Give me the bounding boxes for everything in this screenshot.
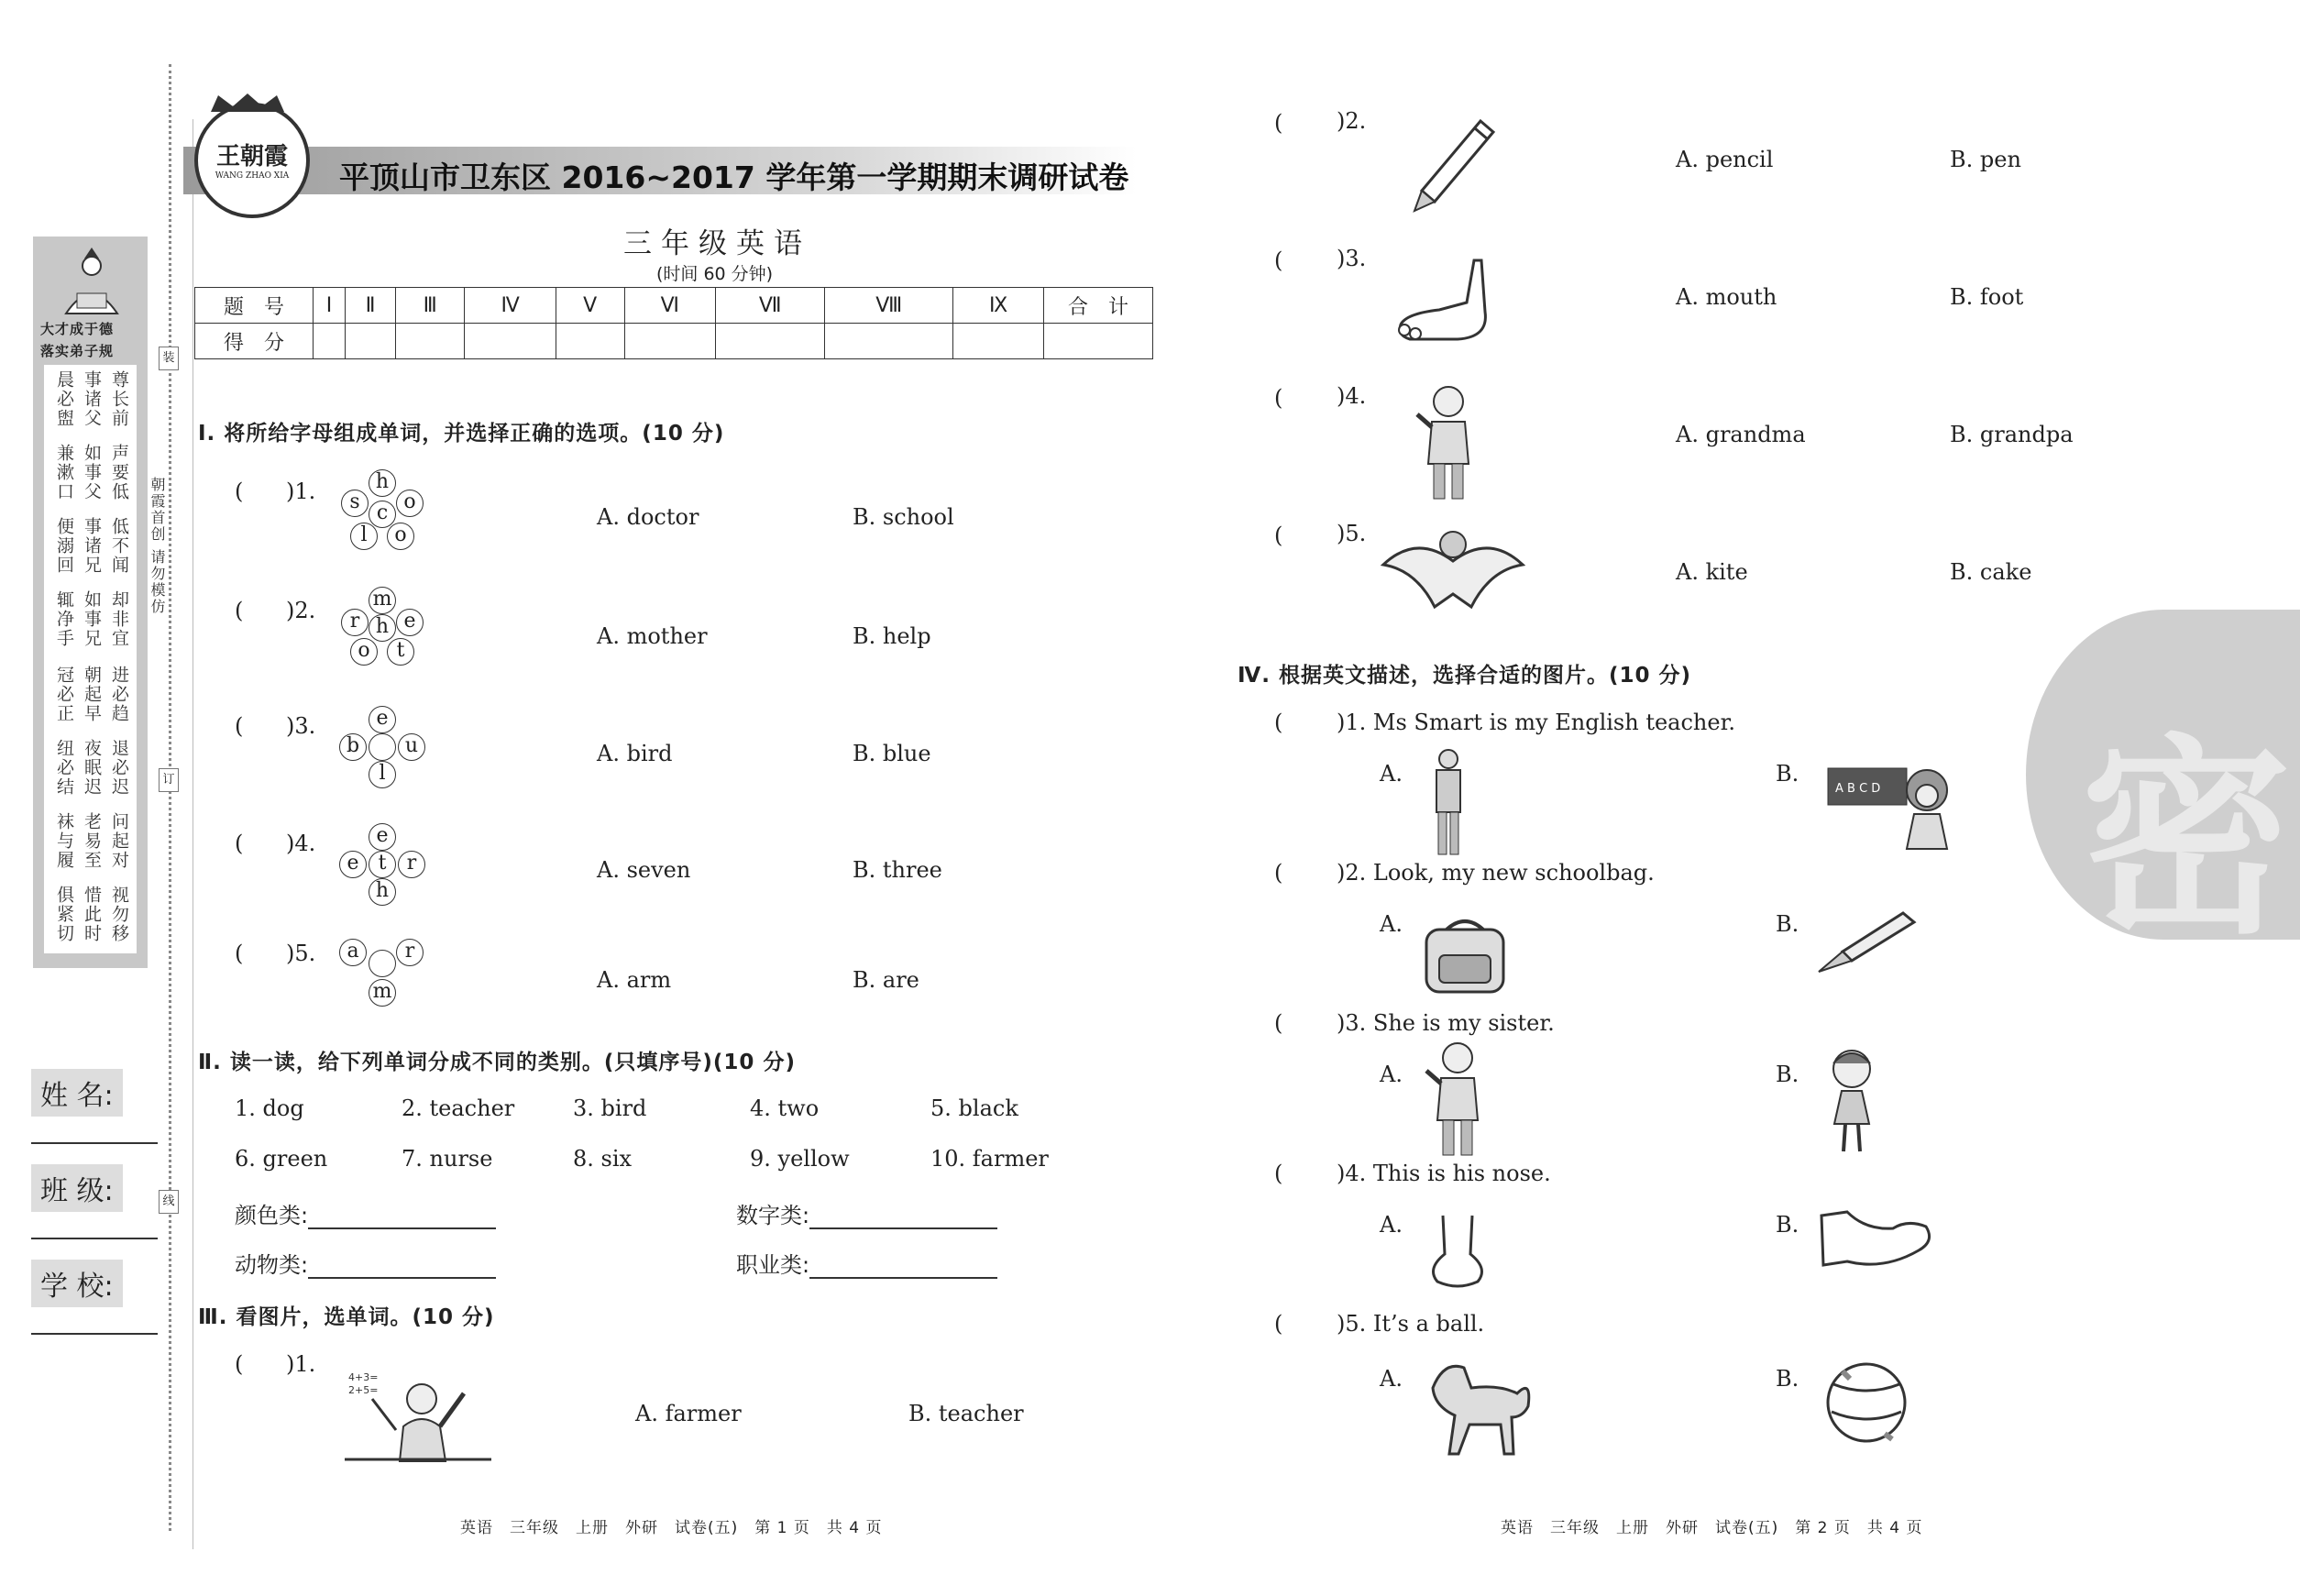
question-text: )4. This is his nose. [1337,1161,1551,1186]
word-item: 7. nurse [402,1146,493,1172]
brand-logo [194,103,310,218]
exam-duration: (时间 60 分钟) [656,264,774,284]
word-item: 9. yellow [750,1146,850,1172]
english-teacher-picture [1826,763,1960,851]
answer-paren[interactable]: ( [1274,710,1326,735]
grandpa-picture [1421,1038,1494,1161]
motto-column: 视勿移 [109,886,129,943]
category-label: 动物类: [235,1252,309,1278]
class-field[interactable] [31,1238,158,1239]
question-number: )4. [1337,383,1367,409]
teacher-picture [345,1366,491,1463]
word-item: 3. bird [573,1095,647,1121]
letter-circle: c [369,501,396,528]
letter-circle: m [369,979,396,1007]
letter-flower-4 [337,821,438,913]
ball-picture [1824,1360,1909,1445]
footer-right: 英语 三年级 上册 外研 试卷(五) 第 2 页 共 4 页 [1501,1519,1923,1537]
answer-line[interactable] [809,1257,997,1279]
option-a[interactable]: A. [1380,1062,1403,1087]
score-header-cell: Ⅱ [345,288,395,324]
answer-paren[interactable]: ( [1274,248,1326,273]
name-field[interactable] [31,1142,158,1144]
grandpa-picture [1412,381,1485,504]
word-item: 5. black [930,1095,1018,1121]
motto-column: 俱紧切 [54,886,74,943]
school-label: 学 校: [31,1260,123,1307]
motto-column: 事诸兄 [82,517,102,575]
option-b[interactable]: B. [1776,1212,1799,1238]
exam-title: 平顶山市卫东区 2016~2017 学年第一学期期末调研试卷 [339,160,1129,195]
score-cell[interactable] [465,324,556,359]
word-item: 2. teacher [402,1095,515,1121]
answer-line[interactable] [308,1257,496,1279]
motto-column: 如事兄 [82,590,102,648]
letter-circle: h [369,469,396,497]
option-a[interactable]: A. mouth [1676,284,1777,310]
pen-picture [1815,908,1918,974]
option-a[interactable]: A. farmer [635,1401,742,1426]
section-4-heading: Ⅳ. 根据英文描述，选择合适的图片。(10 分) [1238,664,1692,688]
score-header-cell: Ⅰ [314,288,346,324]
score-cell[interactable] [953,324,1044,359]
name-label: 姓 名: [31,1069,123,1117]
score-header-cell: Ⅶ [715,288,825,324]
letter-circle [369,950,396,977]
option-b[interactable]: B. [1776,911,1799,937]
logo-subtext: WANG ZHAO XIA [215,171,290,181]
motto-line-2: 落实弟子规 [40,343,115,359]
word-item: 8. six [573,1146,633,1172]
score-cell[interactable] [345,324,395,359]
score-header-cell: Ⅷ [825,288,953,324]
score-header-row [195,288,1153,324]
copyright-note: 朝霞首创 请勿模仿 [149,477,166,616]
motto-column: 便溺回 [54,517,74,575]
option-b[interactable]: B. teacher [908,1401,1024,1426]
score-cell[interactable] [556,324,624,359]
word-item: 10. farmer [930,1146,1049,1172]
score-cell[interactable] [1044,324,1153,359]
category-color [235,1197,496,1229]
option-b[interactable]: B. pen [1950,147,2021,172]
option-a[interactable]: A. arm [597,967,672,993]
motto-column: 辄净手 [54,590,74,648]
footer-left: 英语 三年级 上册 外研 试卷(五) 第 1 页 共 4 页 [460,1519,883,1537]
subject-title: 三年级英语 [623,227,811,260]
score-entry-row [195,324,1153,359]
letter-circle: r [341,609,369,636]
pencil-picture [1407,116,1499,216]
motto-column: 尊长前 [109,370,129,428]
score-cell[interactable] [624,324,715,359]
motto-column: 如事父 [82,444,102,501]
arm-picture [1820,1206,1937,1276]
motto-column: 朝起早 [82,666,102,723]
score-header-cell: Ⅵ [624,288,715,324]
blackboard-text: A B C D [1835,782,1881,796]
option-a[interactable]: A. seven [597,857,691,883]
question-number: )5. [286,941,316,966]
motto-column: 问起对 [109,812,129,870]
answer-paren[interactable]: ( [1274,1311,1326,1337]
answer-paren[interactable]: ( [1274,1010,1326,1036]
score-table [194,287,1153,359]
letter-circle: h [369,878,396,906]
question-number: )3. [286,713,316,739]
option-a[interactable]: A. [1380,761,1403,787]
option-b[interactable]: B. foot [1950,284,2024,310]
category-label: 颜色类: [235,1203,309,1228]
option-a[interactable]: A. pencil [1676,147,1774,172]
option-b[interactable]: B. [1776,761,1799,787]
answer-paren[interactable]: ( [235,831,286,856]
word-item: 6. green [235,1146,328,1172]
answer-paren[interactable]: ( [1274,385,1326,411]
option-b[interactable]: B. grandpa [1950,422,2074,447]
option-b[interactable]: B. three [853,857,942,883]
answer-paren[interactable]: ( [235,941,286,966]
letter-circle: m [369,587,396,614]
fold-dotted-line [169,64,171,1531]
answer-paren[interactable]: ( [1274,860,1326,886]
svg-text:2+5=: 2+5= [348,1384,379,1396]
option-a[interactable]: A. doctor [597,504,699,530]
question-text: )3. She is my sister. [1337,1010,1555,1036]
letter-flower-5 [337,935,438,1027]
score-header-cell: Ⅳ [465,288,556,324]
section-3-heading: Ⅲ. 看图片，选单词。(10 分) [198,1305,495,1329]
confidential-seal-char: 密 [2081,718,2293,963]
fold-mark-1: 装 [159,347,179,370]
category-label: 数字类: [736,1203,810,1228]
motto-line-1: 大才成于德 [40,321,115,337]
option-a[interactable]: A. [1380,1366,1403,1392]
option-b[interactable]: B. are [853,967,919,993]
letter-circle: e [396,609,424,636]
category-animal [235,1247,496,1279]
letter-circle: o [396,490,424,517]
motto-column: 袜与履 [54,812,74,870]
letter-flower-1 [337,468,438,559]
logo-text: 王朝霞 [215,143,288,171]
motto-column: 夜眠迟 [82,739,102,797]
question-number: )4. [286,831,316,856]
letter-circle: t [387,638,414,666]
answer-paren[interactable]: ( [1274,523,1326,548]
option-b[interactable]: B. cake [1950,559,2032,585]
fold-mark-3: 线 [159,1190,179,1214]
option-b[interactable]: B. school [853,504,954,530]
letter-circle: o [350,638,378,666]
question-number: )3. [1337,246,1367,271]
nose-picture [1423,1214,1492,1291]
motto-column: 低不闻 [109,517,129,575]
motto-column: 纽必结 [54,739,74,797]
letter-circle: a [339,939,367,966]
option-b[interactable]: B. help [853,623,931,649]
letter-circle [369,733,396,761]
category-number [736,1197,997,1229]
letter-flower-2 [337,587,438,678]
score-cell[interactable] [825,324,953,359]
question-text: )2. Look, my new schoolbag. [1337,860,1655,886]
letter-circle: b [339,733,367,761]
score-cell[interactable] [715,324,825,359]
option-a[interactable]: A. [1380,1212,1403,1238]
class-label: 班 级: [31,1164,123,1212]
answer-paren[interactable]: ( [1274,110,1326,136]
letter-circle: l [350,523,378,550]
letter-circle: e [339,851,367,878]
letter-circle: l [369,761,396,788]
answer-line[interactable] [308,1207,496,1229]
motto-column: 兼漱口 [54,444,74,501]
section-2-heading: Ⅱ. 读一读，给下列单词分成不同的类别。(只填序号)(10 分) [198,1051,796,1074]
score-row-label: 得 分 [195,324,314,359]
option-b[interactable]: B. blue [853,741,931,766]
horse-picture [1416,1351,1535,1459]
word-item: 4. two [750,1095,820,1121]
police-officer-picture [1425,746,1471,858]
option-a[interactable]: A. [1380,911,1403,937]
motto-column: 声要低 [109,444,129,501]
letter-circle: h [369,614,396,642]
option-a[interactable]: A. mother [597,623,708,649]
motto-column: 惜此时 [82,886,102,943]
letter-circle: t [369,851,396,878]
answer-paren[interactable]: ( [235,479,286,504]
letter-circle: e [369,823,396,851]
option-b[interactable]: B. [1776,1366,1799,1392]
question-number: )1. [286,1351,316,1377]
option-a[interactable]: A. kite [1676,559,1748,585]
letter-circle: o [387,523,414,550]
section-1-heading: Ⅰ. 将所给字母组成单词，并选择正确的选项。(10 分) [198,422,725,446]
motto-column: 晨必盥 [54,370,74,428]
letter-circle: e [369,706,396,733]
word-item: 1. dog [235,1095,304,1121]
category-job [736,1247,997,1279]
svg-text:4+3=: 4+3= [348,1371,379,1383]
option-a[interactable]: A. bird [597,741,673,766]
score-header-cell: 合 计 [1044,288,1153,324]
question-text: )1. Ms Smart is my English teacher. [1337,710,1736,735]
letter-circle: r [398,851,425,878]
fold-mark-2: 订 [159,768,179,792]
girl-picture [1820,1045,1884,1159]
question-number: )2. [1337,108,1367,134]
letter-circle: u [398,733,425,761]
kite-picture [1380,524,1526,620]
score-header-cell: Ⅴ [556,288,624,324]
answer-line[interactable] [809,1207,997,1229]
motto-column: 进必趋 [109,666,129,723]
question-number: )1. [286,479,316,504]
scholar-figure-icon [48,242,136,317]
letter-circle: r [396,939,424,966]
option-a[interactable]: A. grandma [1676,422,1806,447]
score-header-cell: 题 号 [195,288,314,324]
motto-column: 却非宜 [109,590,129,648]
score-cell[interactable] [396,324,465,359]
answer-paren[interactable]: ( [235,713,286,739]
school-field[interactable] [31,1333,158,1335]
question-number: )5. [1337,521,1367,546]
answer-paren[interactable]: ( [235,1351,286,1377]
schoolbag-picture [1419,913,1511,996]
motto-column: 事诸父 [82,370,102,428]
score-cell[interactable] [314,324,346,359]
letter-circle: s [341,490,369,517]
score-header-cell: Ⅸ [953,288,1044,324]
answer-paren[interactable]: ( [235,598,286,623]
foot-picture [1393,257,1502,345]
motto-column: 老易至 [82,812,102,870]
question-number: )2. [286,598,316,623]
crown-icon [202,92,293,114]
question-text: )5. It’s a ball. [1337,1311,1485,1337]
category-label: 职业类: [736,1252,810,1278]
letter-flower-3 [337,704,438,796]
score-header-cell: Ⅲ [396,288,465,324]
answer-paren[interactable]: ( [1274,1161,1326,1186]
motto-column: 冠必正 [54,666,74,723]
option-b[interactable]: B. [1776,1062,1799,1087]
motto-column: 退必迟 [109,739,129,797]
